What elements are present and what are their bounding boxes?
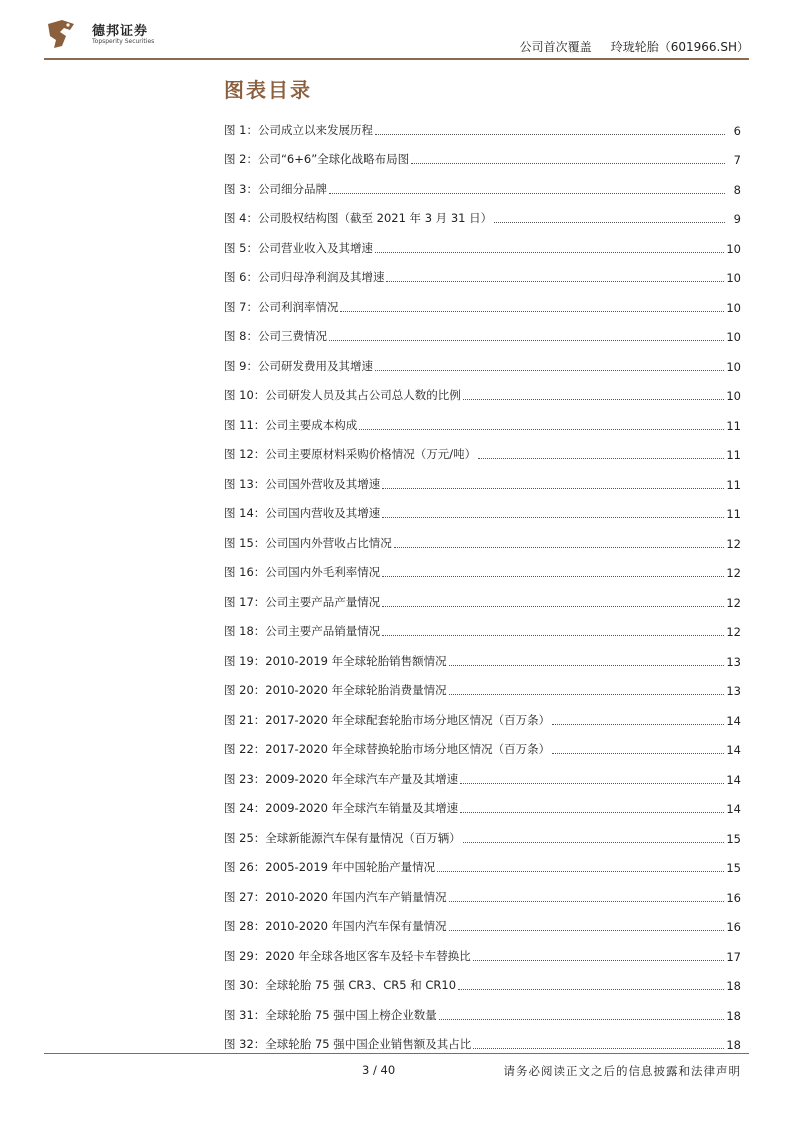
toc-dot-leader	[449, 901, 725, 902]
toc-dot-leader	[460, 812, 724, 813]
toc-entry-page: 15	[726, 831, 741, 846]
toc-entry-page: 13	[726, 654, 741, 669]
toc-dot-leader	[463, 399, 725, 400]
toc-entry-label: 图 24：2009-2020 年全球汽车销量及其增速	[224, 801, 459, 815]
toc-entry-page: 16	[726, 890, 741, 905]
toc-entry-label: 图 4：公司股权结构图（截至 2021 年 3 月 31 日）	[224, 211, 493, 225]
toc-entry-label: 图 20：2010-2020 年全球轮胎消费量情况	[224, 683, 447, 697]
toc-dot-leader	[394, 547, 725, 548]
toc-dot-leader	[552, 753, 724, 754]
toc-dot-leader	[382, 576, 724, 577]
report-type: 公司首次覆盖	[519, 40, 592, 54]
toc-dot-leader	[340, 311, 724, 312]
toc-dot-leader	[478, 458, 724, 459]
toc-entry-label: 图 6：公司归母净利润及其增速	[224, 270, 385, 284]
toc-entry[interactable]	[224, 144, 741, 174]
toc-entry-page: 13	[726, 684, 741, 698]
toc-entry[interactable]	[224, 940, 741, 970]
toc-entry-page: 10	[726, 359, 741, 374]
toc-dot-leader	[449, 694, 725, 695]
toc-entry-label: 图 9：公司研发费用及其增速	[224, 358, 373, 373]
toc-dot-leader	[375, 370, 724, 371]
toc-entry-page: 16	[726, 920, 741, 934]
toc-entry-page: 12	[726, 625, 741, 639]
toc-entry-label: 图 17：公司主要产品产量情况	[224, 594, 381, 609]
toc-dot-leader	[382, 488, 724, 489]
toc-entry-label: 图 10：公司研发人员及其占公司总人数的比例	[224, 388, 461, 402]
toc-entry-page: 10	[726, 300, 741, 315]
logo-english-name: Topsperity Securities	[92, 38, 155, 45]
toc-entry[interactable]	[224, 380, 741, 410]
toc-dot-leader	[437, 871, 724, 872]
toc-dot-leader	[494, 222, 725, 223]
logo-chinese-name: 德邦证券	[92, 24, 149, 39]
toc-entry[interactable]	[224, 616, 741, 646]
toc-entry[interactable]	[224, 911, 741, 941]
toc-entry-label: 图 19：2010-2019 年全球轮胎销售额情况	[224, 653, 447, 668]
toc-entry[interactable]	[224, 999, 741, 1029]
toc-dot-leader	[458, 989, 724, 990]
toc-entry[interactable]	[224, 262, 741, 292]
toc-entry[interactable]	[224, 527, 741, 557]
toc-entry-page: 10	[726, 330, 741, 344]
toc-entry-label: 图 7：公司利润率情况	[224, 299, 339, 314]
toc-entry-label: 图 25：全球新能源汽车保有量情况（百万辆）	[224, 830, 461, 845]
toc-dot-leader	[382, 606, 724, 607]
toc-entry-page: 11	[726, 507, 741, 521]
toc-entry-label: 图 3：公司细分品牌	[224, 181, 327, 196]
toc-entry[interactable]	[224, 321, 741, 351]
toc-entry-label: 图 31：全球轮胎 75 强中国上榜企业数量	[224, 1007, 437, 1022]
toc-dot-leader	[449, 665, 725, 666]
toc-dot-leader	[463, 842, 725, 843]
toc-dot-leader	[411, 163, 725, 164]
toc-entry[interactable]	[224, 763, 741, 793]
toc-dot-leader	[375, 134, 725, 135]
toc-entry-label: 图 32：全球轮胎 75 强中国企业销售额及其占比	[224, 1037, 472, 1051]
toc-entry-label: 图 16：公司国内外毛利率情况	[224, 565, 381, 579]
toc-dot-leader	[460, 783, 724, 784]
toc-entry-page: 7	[733, 153, 741, 167]
toc-dot-leader	[552, 724, 724, 725]
toc-entry-page: 18	[726, 1008, 741, 1023]
company-ticker: 玲珑轮胎（601966.SH）	[610, 40, 749, 54]
toc-entry[interactable]	[224, 232, 741, 262]
toc-dot-leader	[329, 340, 724, 341]
toc-entry-label: 图 28：2010-2020 年国内汽车保有量情况	[224, 919, 447, 933]
toc-entry-label: 图 26：2005-2019 年中国轮胎产量情况	[224, 860, 436, 874]
toc-entry-page: 11	[726, 418, 741, 433]
toc-dot-leader	[359, 429, 724, 430]
header-divider	[44, 58, 749, 60]
toc-dot-leader	[329, 193, 725, 194]
page-header	[0, 0, 793, 60]
toc-entry[interactable]	[224, 586, 741, 616]
toc-entry[interactable]	[224, 675, 741, 705]
toc-entry[interactable]	[224, 498, 741, 528]
logo-mark-icon	[44, 16, 80, 52]
toc-entry[interactable]	[224, 704, 741, 734]
toc-entry-page: 14	[726, 802, 741, 816]
toc-dot-leader	[473, 1048, 724, 1049]
toc-dot-leader	[386, 281, 724, 282]
toc-entry[interactable]	[224, 173, 741, 203]
toc-entry[interactable]	[224, 409, 741, 439]
toc-entry-page: 17	[726, 949, 741, 964]
toc-entry[interactable]	[224, 852, 741, 882]
toc-entry-label: 图 29：2020 年全球各地区客车及轻卡车替换比	[224, 948, 471, 963]
toc-entry[interactable]	[224, 822, 741, 852]
toc-entry-page: 18	[726, 1038, 741, 1052]
toc-entry-page: 12	[726, 536, 741, 551]
toc-dot-leader	[473, 960, 725, 961]
toc-entry-label: 图 8：公司三费情况	[224, 329, 327, 343]
toc-entry-label: 图 15：公司国内外营收占比情况	[224, 535, 392, 550]
toc-title: 图表目录	[224, 78, 312, 102]
toc-entry-label: 图 22：2017-2020 年全球替换轮胎市场分地区情况（百万条）	[224, 742, 551, 756]
toc-dot-leader	[382, 517, 724, 518]
toc-entry-page: 14	[726, 743, 741, 757]
toc-entry-label: 图 23：2009-2020 年全球汽车产量及其增速	[224, 771, 459, 786]
footer-divider	[44, 1053, 749, 1054]
report-header-info	[520, 38, 749, 55]
toc-entry[interactable]	[224, 557, 741, 587]
toc-entry-label: 图 2：公司“6+6”全球化战略布局图	[224, 152, 410, 166]
toc-entry[interactable]	[224, 881, 741, 911]
toc-entry-label: 图 27：2010-2020 年国内汽车产销量情况	[224, 889, 447, 904]
toc-entry-page: 18	[726, 979, 741, 993]
toc-entry[interactable]	[224, 439, 741, 469]
toc-entry[interactable]	[224, 114, 741, 144]
toc-entry-page: 14	[726, 772, 741, 787]
toc-entry-label: 图 14：公司国内营收及其增速	[224, 506, 381, 520]
toc-entry[interactable]	[224, 291, 741, 321]
toc-entry-label: 图 12：公司主要原材料采购价格情况（万元/吨）	[224, 447, 477, 461]
toc-entry-label: 图 13：公司国外营收及其增速	[224, 476, 381, 491]
toc-list	[224, 114, 741, 1058]
toc-entry[interactable]	[224, 350, 741, 380]
page-number: 3 / 40	[362, 1063, 396, 1077]
toc-entry-label: 图 5：公司营业收入及其增速	[224, 240, 373, 255]
toc-entry-label: 图 18：公司主要产品销量情况	[224, 624, 381, 638]
toc-entry[interactable]	[224, 203, 741, 233]
toc-entry-page: 10	[726, 241, 741, 256]
toc-entry[interactable]	[224, 970, 741, 1000]
toc-entry-page: 12	[726, 566, 741, 580]
toc-entry[interactable]	[224, 645, 741, 675]
toc-entry-label: 图 21：2017-2020 年全球配套轮胎市场分地区情况（百万条）	[224, 712, 551, 727]
toc-entry-page: 10	[726, 389, 741, 403]
toc-entry[interactable]	[224, 734, 741, 764]
toc-entry[interactable]	[224, 468, 741, 498]
toc-entry-page: 6	[733, 123, 741, 138]
toc-entry-page: 8	[733, 182, 741, 197]
toc-entry[interactable]	[224, 793, 741, 823]
footer-disclaimer: 请务必阅读正文之后的信息披露和法律声明	[503, 1064, 741, 1078]
toc-entry-page: 9	[733, 212, 741, 226]
toc-dot-leader	[375, 252, 724, 253]
toc-entry-page: 12	[726, 595, 741, 610]
company-logo	[44, 16, 184, 52]
toc-entry-label: 图 1：公司成立以来发展历程	[224, 122, 373, 137]
toc-dot-leader	[382, 635, 724, 636]
toc-dot-leader	[449, 930, 725, 931]
toc-entry-page: 11	[726, 448, 741, 462]
toc-entry-page: 11	[726, 477, 741, 492]
toc-dot-leader	[439, 1019, 725, 1020]
toc-entry-label: 图 11：公司主要成本构成	[224, 417, 358, 432]
toc-entry-page: 15	[726, 861, 741, 875]
toc-entry-page: 14	[726, 713, 741, 728]
toc-entry-label: 图 30：全球轮胎 75 强 CR3、CR5 和 CR10	[224, 978, 457, 992]
toc-entry-page: 10	[726, 271, 741, 285]
